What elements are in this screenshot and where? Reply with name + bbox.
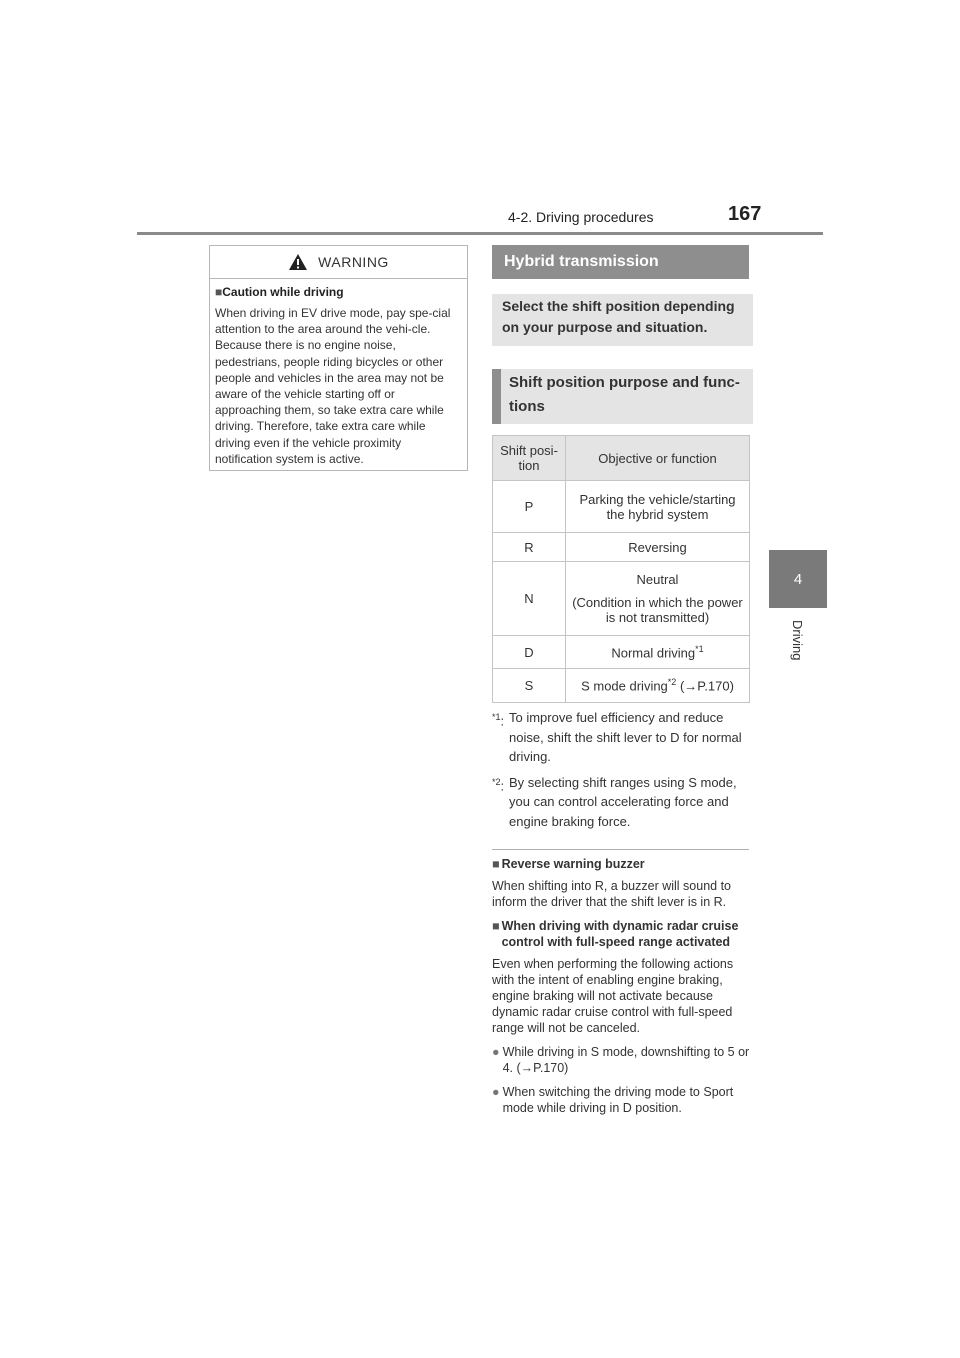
chapter-label-text: Driving xyxy=(790,620,805,661)
shift-position: R xyxy=(493,533,566,562)
square-bullet-icon: ■ xyxy=(492,919,500,933)
footnote-mark-text: *1 xyxy=(492,712,501,722)
footnote-ref[interactable]: *1 xyxy=(695,643,704,654)
footnote-text: To improve fuel efficiency and reduce noise, shift the shift lever to D for normal driving. xyxy=(509,710,742,764)
footnote xyxy=(492,708,754,767)
shift-position: S xyxy=(493,669,566,703)
warning-subheading xyxy=(215,285,467,299)
shift-function: Reversing xyxy=(566,533,750,562)
shift-function-cell xyxy=(566,669,750,703)
table-row xyxy=(493,636,750,669)
page-number: 167 xyxy=(728,203,762,225)
section-divider xyxy=(492,849,749,850)
chapter-label xyxy=(783,620,813,680)
list-item-text: While driving in S mode, downshifting to 5 or 4. (→P.170) xyxy=(502,1045,750,1075)
list-item xyxy=(492,1044,754,1076)
section-title: 4-2. Driving procedures xyxy=(508,209,654,225)
footnote xyxy=(492,773,754,832)
square-bullet-icon: ■ xyxy=(492,857,500,871)
note-heading-text: When driving with dynamic radar cruise control with full-speed range activated xyxy=(501,919,739,949)
notes-section xyxy=(492,856,754,1124)
note-heading-text: Reverse warning buzzer xyxy=(501,857,645,871)
warning-title: WARNING xyxy=(318,254,389,270)
shift-function-cell xyxy=(566,562,750,636)
warning-triangle-icon xyxy=(288,253,308,271)
shift-function: S mode driving xyxy=(581,678,668,694)
square-bullet-icon: ■ xyxy=(215,285,223,299)
table-row xyxy=(493,669,750,703)
table-header-cell: Shift posi-tion xyxy=(493,436,566,481)
shift-position: D xyxy=(493,636,566,669)
shift-function-note: (Condition in which the power is not transmitted) xyxy=(572,595,743,625)
page-reference-link[interactable]: (→P.170) xyxy=(679,678,734,694)
footnote-mark: $^{*1}$: xyxy=(492,712,505,729)
note-heading xyxy=(492,918,754,950)
table-row xyxy=(493,562,750,636)
footnote-mark-text: *2 xyxy=(492,776,501,787)
chapter-tab[interactable]: 4 xyxy=(769,550,827,608)
warning-header xyxy=(210,246,467,279)
note-body: When shifting into R, a buzzer will sound to inform the driver that the shift lever is in R. xyxy=(492,879,732,909)
round-bullet-icon: ● xyxy=(492,1045,500,1059)
intro-text: Select the shift position depending on your purpose and situation. xyxy=(492,294,753,346)
list-item xyxy=(492,1084,754,1116)
sub-heading: Shift position purpose and func-tions xyxy=(492,369,753,424)
table-header-row xyxy=(493,436,750,481)
footnotes xyxy=(492,708,754,837)
shift-position: P xyxy=(493,481,566,533)
table-row xyxy=(493,533,750,562)
warning-subheading-text: Caution while driving xyxy=(222,285,344,299)
warning-body: When driving in EV drive mode, pay spe-cial attention to the area around the vehi-cle. Because there is no engine noise, pedestrians, people riding bicycles or other people and vehicles in the area may not be aware of the vehicle starting off or approaching them, so take extra care while driving. Therefore, take extra care while driving even if the vehicle proximity notification system is active. xyxy=(215,306,451,466)
list-item-text: When switching the driving mode to Sport mode while driving in D position. xyxy=(502,1085,734,1115)
shift-position: N xyxy=(493,562,566,636)
shift-function-cell xyxy=(566,636,750,669)
footnote-text: By selecting shift ranges using S mode, you can control accelerating force and engine braking force. xyxy=(509,774,737,829)
note-heading xyxy=(492,856,754,872)
shift-function: Parking the vehicle/starting the hybrid system xyxy=(566,481,750,533)
table-row xyxy=(493,481,750,533)
section-heading: Hybrid transmission xyxy=(492,245,749,279)
footnote-ref[interactable]: *2 xyxy=(667,677,677,688)
warning-box xyxy=(209,245,468,471)
header-divider xyxy=(137,232,823,235)
note-body: Even when performing the following actions with the intent of enabling engine braking, engine braking will not activate because dynamic radar cruise control with full-speed range will not be canceled. xyxy=(492,957,734,1035)
round-bullet-icon: ● xyxy=(492,1085,500,1099)
table-header-cell: Objective or function xyxy=(566,436,750,481)
footnote-mark: $^{*2}$: xyxy=(492,776,505,793)
shift-function: Neutral xyxy=(636,572,679,587)
shift-position-table xyxy=(492,435,750,703)
shift-function: Normal driving xyxy=(611,645,696,661)
